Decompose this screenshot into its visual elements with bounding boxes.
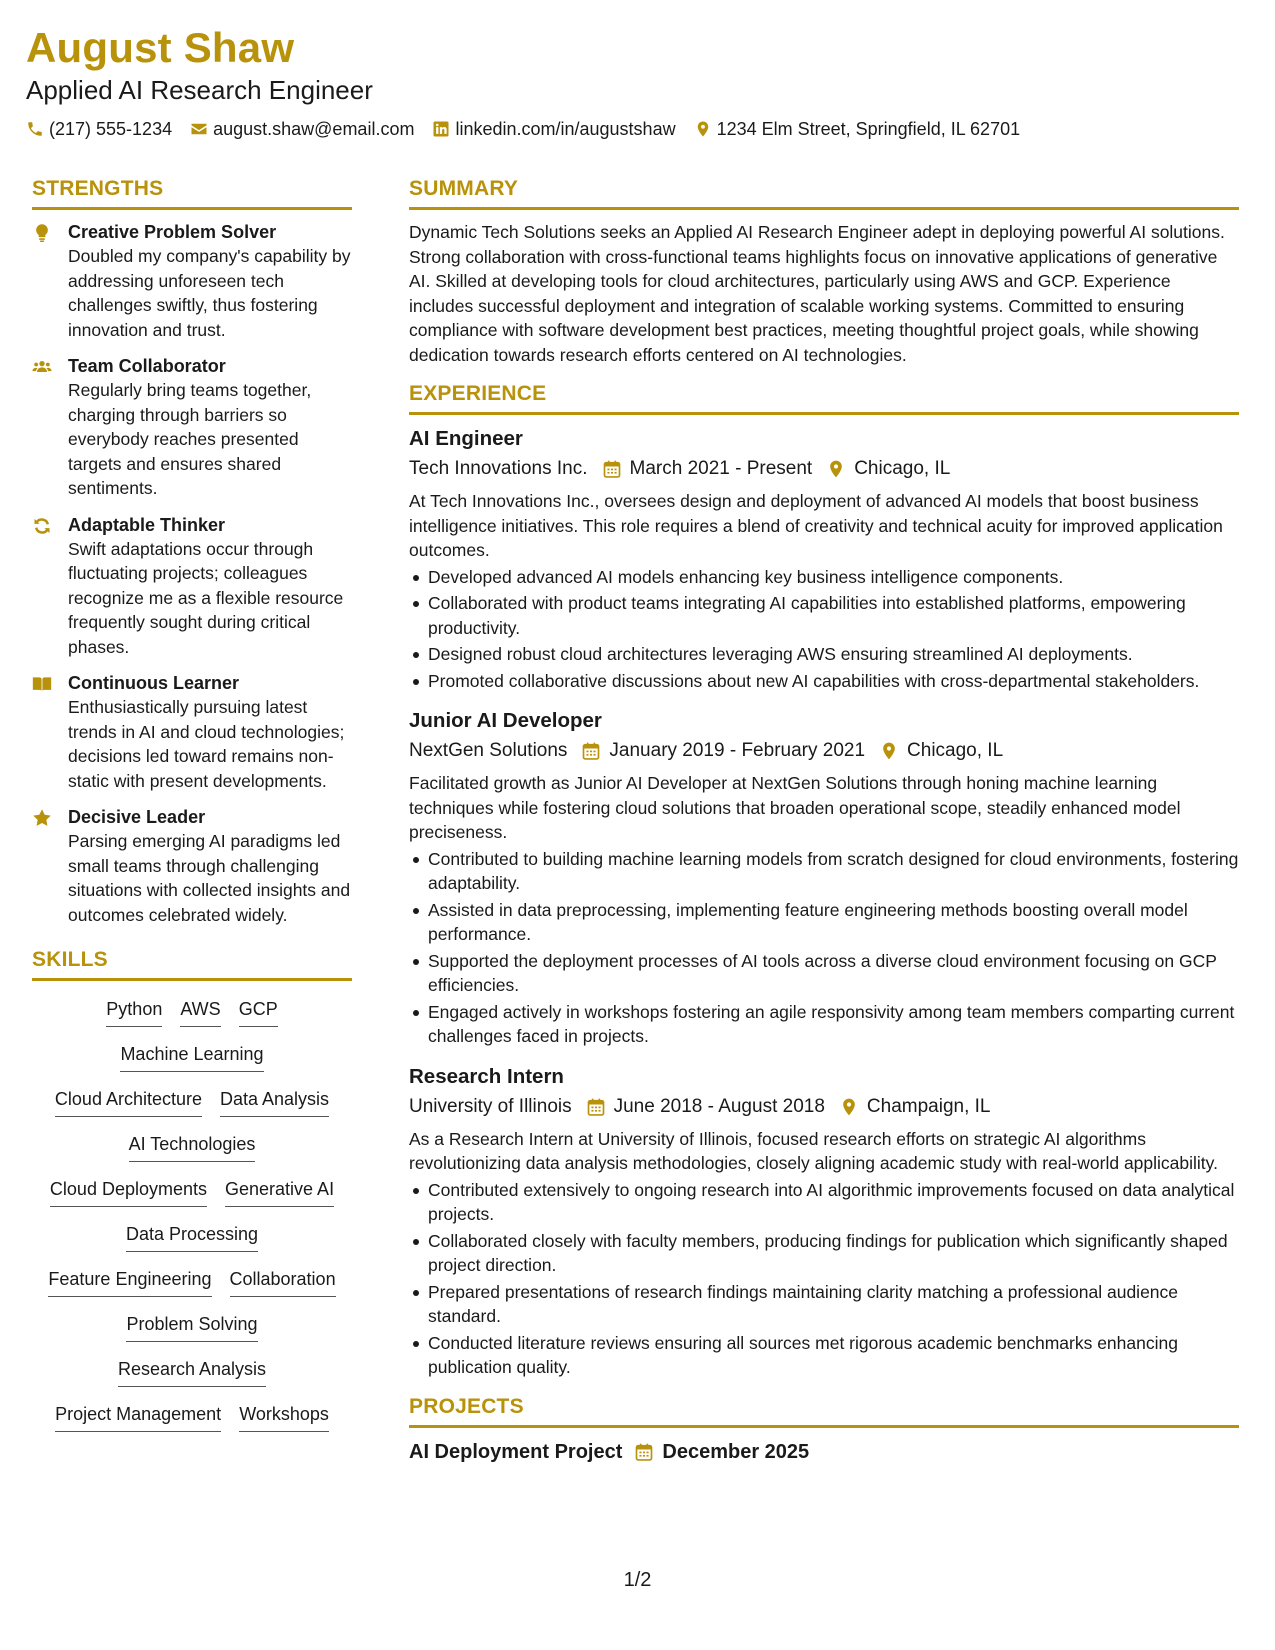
skill-row xyxy=(32,1222,352,1267)
strength-title: Adaptable Thinker xyxy=(68,514,226,535)
calendar-icon xyxy=(581,741,601,761)
job-description: Facilitated growth as Junior AI Developer at NextGen Solutions through honing machine learning techniques while fostering cloud solutions that broaden operational scope, steadily enhanced model preciseness. xyxy=(409,773,1181,842)
right-column xyxy=(409,176,1239,1466)
calendar-icon xyxy=(634,1442,654,1462)
calendar-icon xyxy=(602,459,622,479)
skill-row xyxy=(32,1402,352,1447)
bullet-item: Contributed to building machine learning models from scratch designed for cloud environments, fostering adaptability. xyxy=(409,847,1239,896)
projects-heading: PROJECTS xyxy=(409,1394,1239,1428)
job-title: AI Engineer xyxy=(409,427,523,450)
job-description: As a Research Intern at University of Illinois, focused research efforts on strategic AI algorithms revolutionizing data analysis methodologies, closely aligning academic study with real-world applicability. xyxy=(409,1128,1218,1173)
phone-icon xyxy=(26,120,44,138)
calendar-icon xyxy=(586,1097,606,1117)
strengths-heading: STRENGTHS xyxy=(32,176,352,210)
contact-phone xyxy=(26,118,172,140)
skill-tag: Collaboration xyxy=(230,1267,336,1297)
job-entry xyxy=(409,1063,1239,1380)
skill-tag: Generative AI xyxy=(225,1177,334,1207)
skill-row xyxy=(32,1132,352,1177)
skill-tag: Cloud Architecture xyxy=(55,1087,202,1117)
skill-row xyxy=(32,997,352,1042)
experience-heading: EXPERIENCE xyxy=(409,381,1239,415)
map-pin-icon xyxy=(694,120,712,138)
lightbulb-icon xyxy=(32,223,52,243)
skill-row xyxy=(32,1267,352,1312)
strength-title: Creative Problem Solver xyxy=(68,222,277,242)
project-title: AI Deployment Project xyxy=(409,1440,623,1463)
job-title: Junior AI Developer xyxy=(409,709,602,732)
bullet-item: Supported the deployment processes of AI tools across a diverse cloud environment focusing on GCP efficiencies. xyxy=(409,949,1239,998)
skill-tag: AWS xyxy=(180,997,220,1027)
bullet-item: Assisted in data preprocessing, implementing feature engineering methods boosting overall model performance. xyxy=(409,898,1239,947)
contact-bar xyxy=(26,118,1246,140)
skill-row xyxy=(32,1357,352,1402)
strength-item xyxy=(32,513,352,660)
map-pin-icon xyxy=(879,741,899,761)
users-icon xyxy=(32,357,52,377)
job-bullets xyxy=(409,565,1239,694)
map-pin-icon xyxy=(839,1097,859,1117)
skill-tag: Cloud Deployments xyxy=(50,1177,207,1207)
left-column xyxy=(32,176,352,1447)
strength-item xyxy=(32,805,352,927)
skill-tag: Research Analysis xyxy=(118,1357,266,1387)
phone-text: (217) 555-1234 xyxy=(49,119,173,139)
skill-tag: Data Processing xyxy=(126,1222,258,1252)
bullet-item: Engaged actively in workshops fostering an agile responsivity among team members comparting current challenges faced in projects. xyxy=(409,1000,1239,1049)
skills-heading: SKILLS xyxy=(32,947,352,981)
strength-title: Continuous Learner xyxy=(68,673,240,693)
linkedin-icon xyxy=(432,120,450,138)
address-text: 1234 Elm Street, Springfield, IL 62701 xyxy=(716,119,1021,139)
skill-tag: Workshops xyxy=(239,1402,329,1432)
contact-address xyxy=(694,118,1021,140)
skills-list xyxy=(32,991,352,1447)
job-dates: January 2019 - February 2021 xyxy=(609,740,866,761)
contact-email[interactable] xyxy=(190,118,414,140)
skill-row xyxy=(32,1087,352,1132)
summary-heading: SUMMARY xyxy=(409,176,1239,210)
bullet-item: Collaborated with product teams integrating AI capabilities into established platforms, empowering productivity. xyxy=(409,591,1239,640)
email-text[interactable]: august.shaw@email.com xyxy=(213,119,415,139)
strength-desc: Parsing emerging AI paradigms led small teams through challenging situations with collected insights and outcomes celebrated widely. xyxy=(68,831,351,925)
strength-desc: Enthusiastically pursuing latest trends in AI and cloud technologies; decisions led toward remains non-static with present developments. xyxy=(68,697,345,791)
skill-tag: Data Analysis xyxy=(220,1087,329,1117)
job-entry xyxy=(409,707,1239,1049)
project-date: December 2025 xyxy=(662,1440,810,1463)
strength-title: Team Collaborator xyxy=(68,356,226,376)
strength-desc: Regularly bring teams together, charging through barriers so everybody reaches presented targets and ensures shared sentiments. xyxy=(68,380,312,498)
job-company: Tech Innovations Inc. xyxy=(409,458,588,479)
skill-tag: Python xyxy=(106,997,162,1027)
contact-linkedin[interactable] xyxy=(432,118,675,140)
book-icon xyxy=(32,674,52,694)
bullet-item: Designed robust cloud architectures leveraging AWS ensuring streamlined AI deployments. xyxy=(409,642,1239,667)
job-dates: March 2021 - Present xyxy=(629,458,813,479)
job-company: NextGen Solutions xyxy=(409,740,568,761)
star-icon xyxy=(32,808,52,828)
candidate-title: Applied AI Research Engineer xyxy=(26,75,373,105)
job-location: Chicago, IL xyxy=(854,458,951,479)
job-description: At Tech Innovations Inc., oversees design and deployment of advanced AI models that boost business intelligence initiatives. This role requires a blend of creativity and technical acuity for improved application outcomes. xyxy=(409,491,1223,560)
job-location: Champaign, IL xyxy=(866,1095,991,1117)
bullet-item: Developed advanced AI models enhancing key business intelligence components. xyxy=(409,565,1239,590)
strength-item xyxy=(32,354,352,501)
project-entry xyxy=(409,1438,1239,1466)
strength-item xyxy=(32,671,352,793)
skill-tag: Feature Engineering xyxy=(48,1267,211,1297)
candidate-name: August Shaw xyxy=(26,24,295,71)
linkedin-text[interactable]: linkedin.com/in/augustshaw xyxy=(455,119,676,139)
job-meta xyxy=(409,737,1239,765)
envelope-icon xyxy=(190,120,208,138)
bullet-item: Prepared presentations of research findings maintaining clarity matching a professional audience standard. xyxy=(409,1280,1239,1329)
strengths-list xyxy=(32,220,352,927)
page-number: 1/2 xyxy=(623,1569,652,1591)
bullet-item: Contributed extensively to ongoing research into AI algorithmic improvements focused on data analytical projects. xyxy=(409,1178,1239,1227)
job-meta xyxy=(409,1093,1239,1121)
skill-tag: Problem Solving xyxy=(126,1312,257,1342)
job-company: University of Illinois xyxy=(409,1095,572,1117)
skill-row xyxy=(32,1177,352,1222)
map-pin-icon xyxy=(826,459,846,479)
job-dates: June 2018 - August 2018 xyxy=(613,1095,825,1117)
bullet-item: Conducted literature reviews ensuring all sources met rigorous academic benchmarks enhancing publication quality. xyxy=(409,1331,1239,1380)
job-meta xyxy=(409,455,1239,483)
summary-text: Dynamic Tech Solutions seeks an Applied AI Research Engineer adept in deploying powerful AI solutions. Strong collaboration with cross-functional teams highlights focus on innovative applications of generative AI. Skilled at developing tools for cloud architectures, particularly using AWS and GCP. Experience includes successful deployment and integration of scalable working systems. Committed to ensuring compliance with software development best practices, meeting thoughtful project goals, while showing dedication towards research efforts centered on AI technologies. xyxy=(409,222,1225,365)
bullet-item: Collaborated closely with faculty members, producing findings for publication which significantly shaped project direction. xyxy=(409,1229,1239,1278)
skill-tag: Project Management xyxy=(55,1402,221,1432)
job-bullets xyxy=(409,1178,1239,1380)
job-bullets xyxy=(409,847,1239,1049)
resume-header xyxy=(26,24,1246,140)
refresh-icon xyxy=(32,516,52,536)
strength-desc: Doubled my company's capability by addressing unforeseen tech challenges swiftly, thus fostering innovation and trust. xyxy=(68,246,351,340)
skill-tag: AI Technologies xyxy=(129,1132,256,1162)
job-entry xyxy=(409,425,1239,693)
skill-tag: GCP xyxy=(239,997,278,1027)
strength-title: Decisive Leader xyxy=(68,807,206,827)
strength-desc: Swift adaptations occur through fluctuating projects; colleagues recognize me as a flexible resource frequently sought during critical phases. xyxy=(68,538,344,657)
skill-row xyxy=(32,1312,352,1357)
strength-item xyxy=(32,220,352,342)
skill-row xyxy=(32,1042,352,1087)
job-title: Research Intern xyxy=(409,1064,564,1088)
job-location: Chicago, IL xyxy=(907,740,1004,761)
skill-tag: Machine Learning xyxy=(120,1042,263,1072)
bullet-item: Promoted collaborative discussions about new AI capabilities with cross-departmental stakeholders. xyxy=(409,669,1239,694)
